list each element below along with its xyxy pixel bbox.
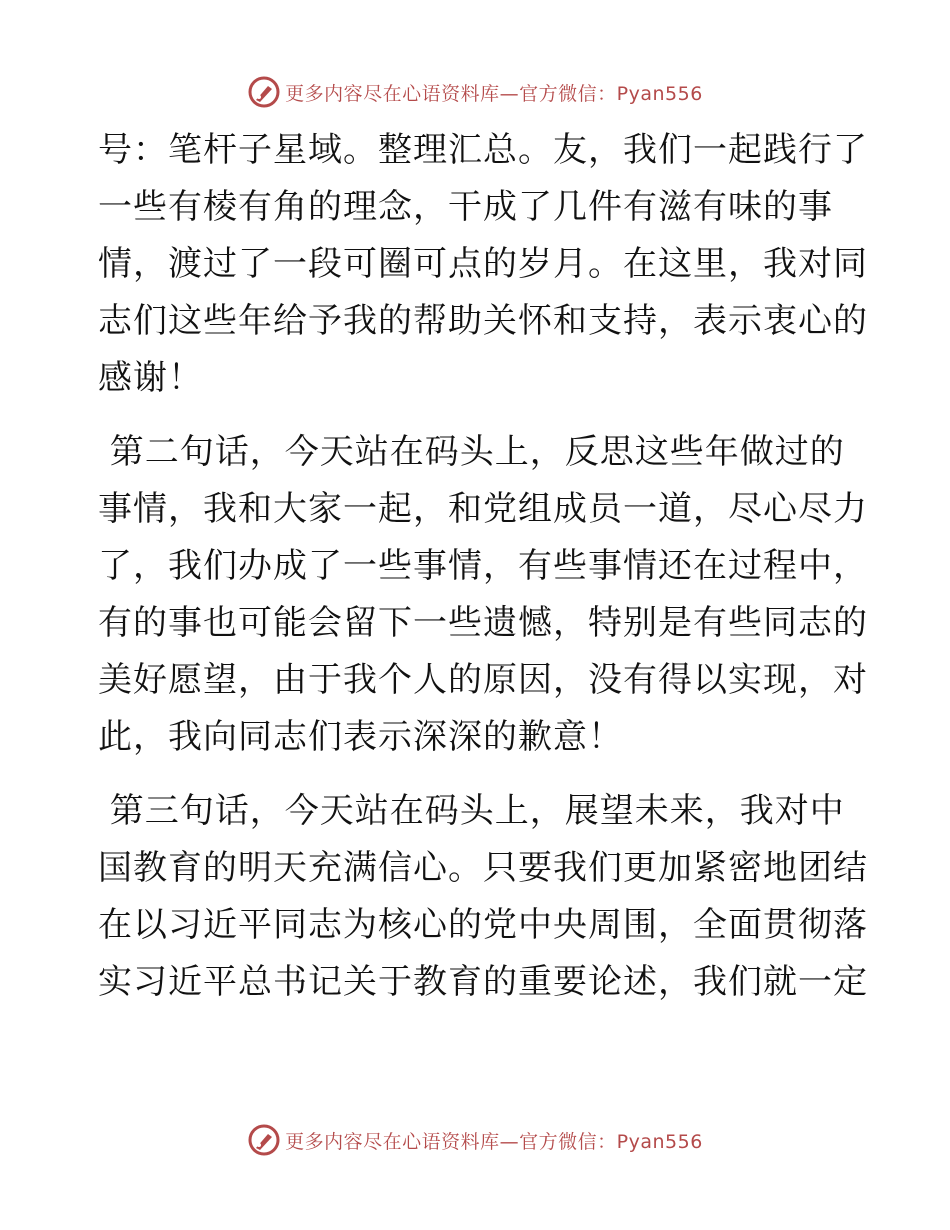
text-line: 美好愿望，由于我个人的原因，没有得以实现，对 bbox=[98, 660, 868, 700]
text-line: 第二句话，今天站在码头上，反思这些年做过的 bbox=[98, 432, 845, 472]
document-body bbox=[98, 122, 868, 1011]
text-line: 感谢！ bbox=[98, 358, 203, 398]
paragraph-1 bbox=[98, 122, 868, 407]
text-line: 事情，我和大家一起，和党组成员一道，尽心尽力 bbox=[98, 489, 868, 529]
paragraph-3 bbox=[98, 783, 868, 1011]
paragraph-2 bbox=[98, 424, 868, 766]
text-line: 实习近平总书记关于教育的重要论述，我们就一定 bbox=[98, 962, 868, 1002]
pen-nib-circle-icon bbox=[247, 1123, 281, 1157]
text-line: 情，渡过了一段可圈可点的岁月。在这里，我对同 bbox=[98, 244, 868, 284]
text-line: 有的事也可能会留下一些遗憾，特别是有些同志的 bbox=[98, 603, 868, 643]
text-line: 志们这些年给予我的帮助关怀和支持，表示衷心的 bbox=[98, 301, 868, 341]
text-line: 此，我向同志们表示深深的歉意！ bbox=[98, 717, 623, 757]
text-line: 国教育的明天充满信心。只要我们更加紧密地团结 bbox=[98, 848, 868, 888]
footer-banner bbox=[0, 1120, 950, 1160]
pen-nib-circle-icon bbox=[247, 75, 281, 109]
text-line: 在以习近平同志为核心的党中央周围，全面贯彻落 bbox=[98, 905, 868, 945]
text-line: 了，我们办成了一些事情，有些事情还在过程中， bbox=[98, 546, 868, 586]
text-line: 一些有棱有角的理念，干成了几件有滋有味的事 bbox=[98, 187, 833, 227]
banner-text: 更多内容尽在心语资料库—官方微信：Pyan556 bbox=[285, 82, 703, 105]
text-line: 第三句话，今天站在码头上，展望未来，我对中 bbox=[98, 791, 845, 831]
header-banner bbox=[0, 72, 950, 112]
text-line: 号：笔杆子星域。整理汇总。友，我们一起践行了 bbox=[98, 130, 868, 170]
banner-text: 更多内容尽在心语资料库—官方微信：Pyan556 bbox=[285, 1130, 703, 1153]
